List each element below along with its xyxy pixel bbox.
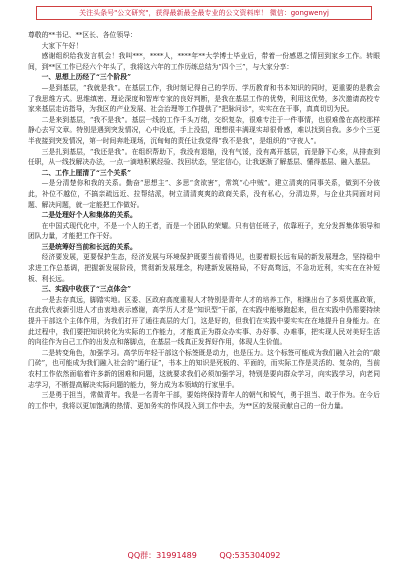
paragraph: 三是扎到基层，“我还是我”。在组织帮助下，我没有退缩，没有气馁，没有离开基层，而是静下心来，从排查到任职，从一线找解决办法，一点一滴地积累经验、找回状态，坚定信心，让我逐渐了解基层、懂得基层、融入基层。	[28, 147, 380, 167]
section-heading: 三、实践中收获了“三点体会”	[41, 285, 131, 294]
header-banner	[36, 6, 372, 20]
paragraph: 在中国式现代化中，不是一个人的王者，而是一个团队的荣耀。只有信任班子，依靠班子，充分发挥集体领导和团队力量，才能把工作干好。	[28, 221, 380, 241]
footer-qq-group: QQ群：31991489	[127, 551, 197, 560]
paragraph: 一是去存真远，脚踏实地。区委、区政府高度重视人才特别是青年人才的培养工作，相继出台了多项优惠政策，在此我代表新引进人才由衷地表示感谢，高学历人才是“知识型”干部，在实践中能够跑起来，但在实践中仍需要持续提升干部这个主体作用，为我们打开了通往高层的大门，这是好的，但我们在实践中要实实在在地提升自身能力。在此过程中，我们要把知识转化为实际的工作能力，才能真正为群众办实事、办好事、办难事，把实现人民对美好生活的向往作为自己工作的出发点和落脚点，在基层一线真正发挥好作用，体现人生价值。	[28, 295, 380, 347]
subheading: 三是统筹好当前和长远的关系。	[41, 242, 137, 251]
paragraph: 三是勇于担当，常做青年。我是一名青年干部，要始终保持青年人的朝气和锐气，勇于担当、敢于作为。在今后的工作中，我将以更加饱满的热情、更加务实的作风投入到工作中去，为**区的发展贡献自己的一份力量。	[28, 391, 380, 410]
speech-document	[28, 30, 380, 538]
footer-qq: QQ:535304092	[219, 551, 281, 560]
salutation: 尊敬的**书记、**区长、各位领导：	[28, 31, 137, 39]
paragraph: —是到基层，“我就是我”。在基层工作，我时刻记得自己的学历、学历教育和书本知识的同时，更重要的是教会了我思维方式。思维缜密、理论深度和智库专家的良好判断，是我在基层工作的优势，利用这优势，多次邀请高校专家来基层走访指导，为我区的产业发展、社会治理等工作提供了"把脉问诊"，实实在在干事，真真切切为民。	[28, 83, 380, 114]
greeting: 大家下午好！	[41, 41, 83, 50]
paragraph: 经济要发展，更要保护生态，经济发展与环境保护既要当前看得见，也要着眼长远布局的新发展理念，坚持稳中求进工作总基调，把握新发展阶段，贯彻新发展理念，构建新发展格局，不好高骛远，不急功近利，实实在在补短板、利长远。	[28, 253, 380, 283]
banner-text: 关注头条号"公文研究"，获得最新最全最专业的公文资料库！ 微信：gongwenyj	[79, 9, 329, 17]
paragraph: 二是转变角色，加强学习。高学历年轻干部这个标签既是动力，也是压力。这个标签可能成为我们融入社会的“敲门砖”，也可能成为我们融入社会的“通行证”，书本上的知识是死板的、平面的，而实际工作是灵活的、复杂的，当前农村工作依然面临着许多新的困难和问题，这就要求我们必须加强学习，特别是要向群众学习，向实践学习，向老同志学习，不断提高解决实际问题的能力，努力成为本领域的行家里手。	[28, 348, 380, 389]
subheading: 二是处理好个人和集体的关系。	[41, 211, 137, 220]
paragraph: 感谢组织给我发言机会！我叫***，****人，****年**大学博士毕业后，带着一份感恩之情回到家乡工作。转眼间，到**区工作已经六个年头了，我将这六年的工作历练总结为“四个三”，与大家分享：	[28, 52, 380, 71]
section-heading: 二、工作上厘清了“三个关系”	[41, 168, 131, 177]
footer-contact	[0, 548, 408, 564]
paragraph: —是分清楚你和我的关系。勤奋“思想主”、多思“贪欲害”，常筑“心中贼”。建立清爽的同事关系，做到不分彼此，补位不越位，不搞亲疏远近、拉帮结派，树立清清爽爽的政商关系，没有私心，分清边界，与企业共同面对问题、解决问题，就一定能把工作做好。	[28, 179, 380, 209]
section-heading: 一、思想上历经了“三个阶段”	[41, 73, 131, 82]
paragraph: 二是来到基层，“我不是我”。基层一线的工作千头万绪，交织复杂，很难专注于一件事情，也很难像在高校那样静心去写文章。特别是遇到突发情况，心中没底，手上没招，理想很丰满现实却很骨感，难以找到自我。多少个三更半夜接到突发情况，第一时间奔赴现场，沉甸甸的责任让我觉得“我不是我”，是组织的“守夜人”。	[28, 115, 380, 145]
